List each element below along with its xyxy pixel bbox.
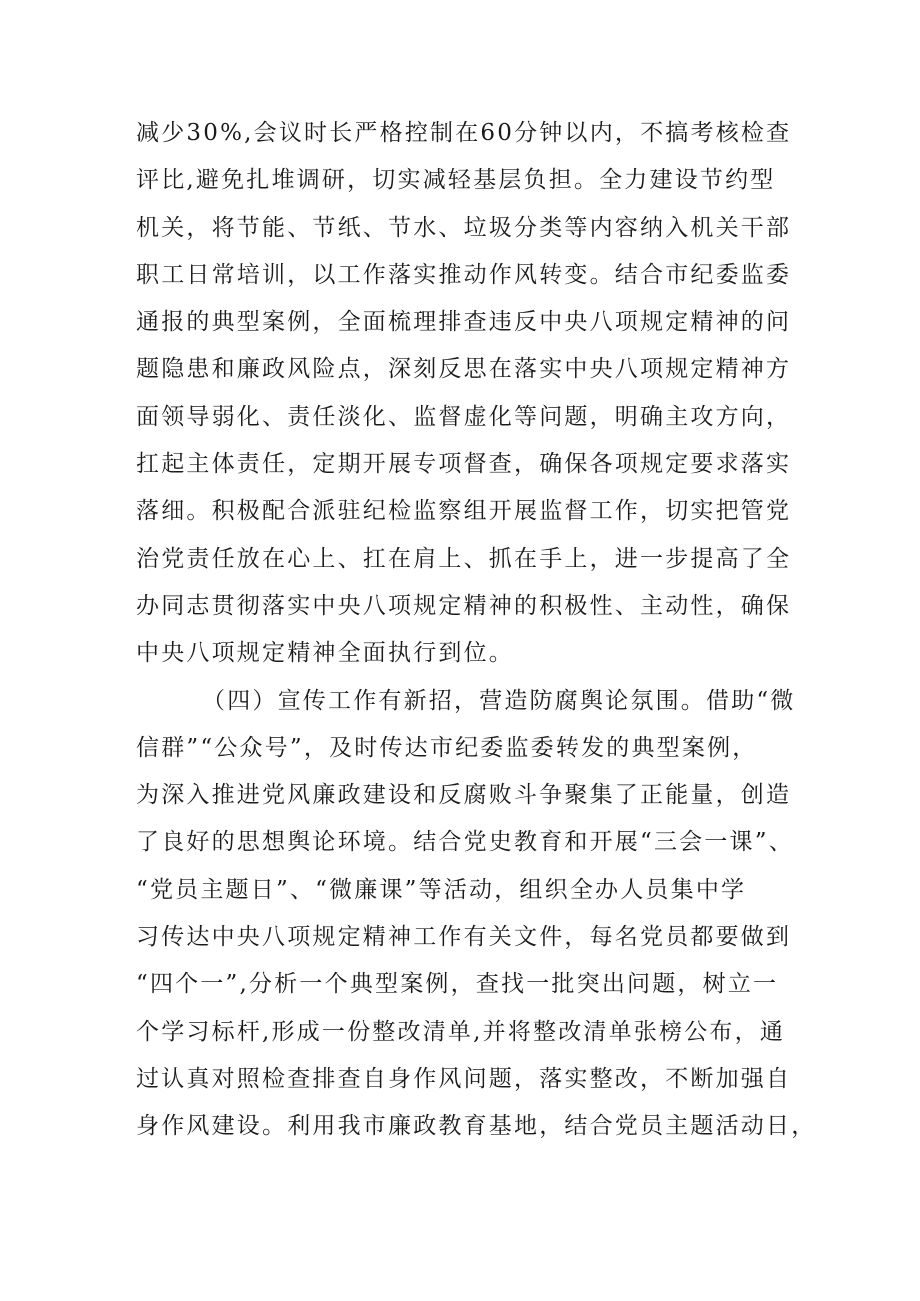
text-line: 落细。积极配合派驻纪检监察组开展监督工作，切实把管党 — [136, 498, 792, 525]
text-line: 为深入推进党风廉政建设和反腐败斗争聚集了正能量，创造 — [136, 782, 792, 809]
text-line: 办同志贯彻落实中央八项规定精神的积极性、主动性，确保 — [136, 592, 792, 619]
text-line: 题隐患和廉政风险点，深刻反思在落实中央八项规定精神方 — [136, 356, 792, 383]
text-line: 过认真对照检查排查自身作风问题，落实整改，不断加强自 — [136, 1065, 792, 1092]
body-text — [136, 110, 817, 1151]
text-line: 身作风建设。利用我市廉政教育基地，结合党员主题活动日， — [136, 1113, 817, 1140]
text-line: 扛起主体责任，定期开展专项督查，确保各项规定要求落实 — [136, 451, 792, 478]
text-line: 信群”“公众号”，及时传达市纪委监委转发的典型案例， — [136, 734, 758, 761]
text-line: “四个一”,分析一个典型案例，查找一批突出问题，树立一 — [136, 971, 779, 998]
text-line: 减少30%,会议时长严格控制在60分钟以内，不搞考核检查 — [136, 120, 792, 146]
text-line: 个学习标杆,形成一份整改清单,并将整改清单张榜公布，通 — [136, 1018, 786, 1045]
text-line: 面领导弱化、责任淡化、监督虚化等问题，明确主攻方向， — [136, 403, 792, 430]
text-line: “党员主题日”、“微廉课”等活动，组织全办人员集中学 — [136, 876, 747, 903]
text-line: 职工日常培训，以工作落实推动作风转变。结合市纪委监委 — [136, 261, 792, 288]
section-heading-line: （四）宣传工作有新招，营造防腐舆论氛围。借助“微 — [202, 687, 796, 714]
text-line: 评比,避免扎堆调研，切实减轻基层负担。全力建设节约型 — [136, 167, 776, 194]
text-line: 治党责任放在心上、扛在肩上、抓在手上，进一步提高了全 — [136, 545, 792, 572]
text-line: 中央八项规定精神全面执行到位。 — [136, 640, 514, 667]
text-line: 机关，将节能、节纸、节水、垃圾分类等内容纳入机关干部 — [136, 214, 792, 241]
text-line: 习传达中央八项规定精神工作有关文件，每名党员都要做到 — [136, 924, 792, 951]
text-line: 通报的典型案例，全面梳理排查违反中央八项规定精神的问 — [136, 309, 792, 336]
text-line: 了良好的思想舆论环境。结合党史教育和开展“三会一课”、 — [136, 829, 794, 856]
